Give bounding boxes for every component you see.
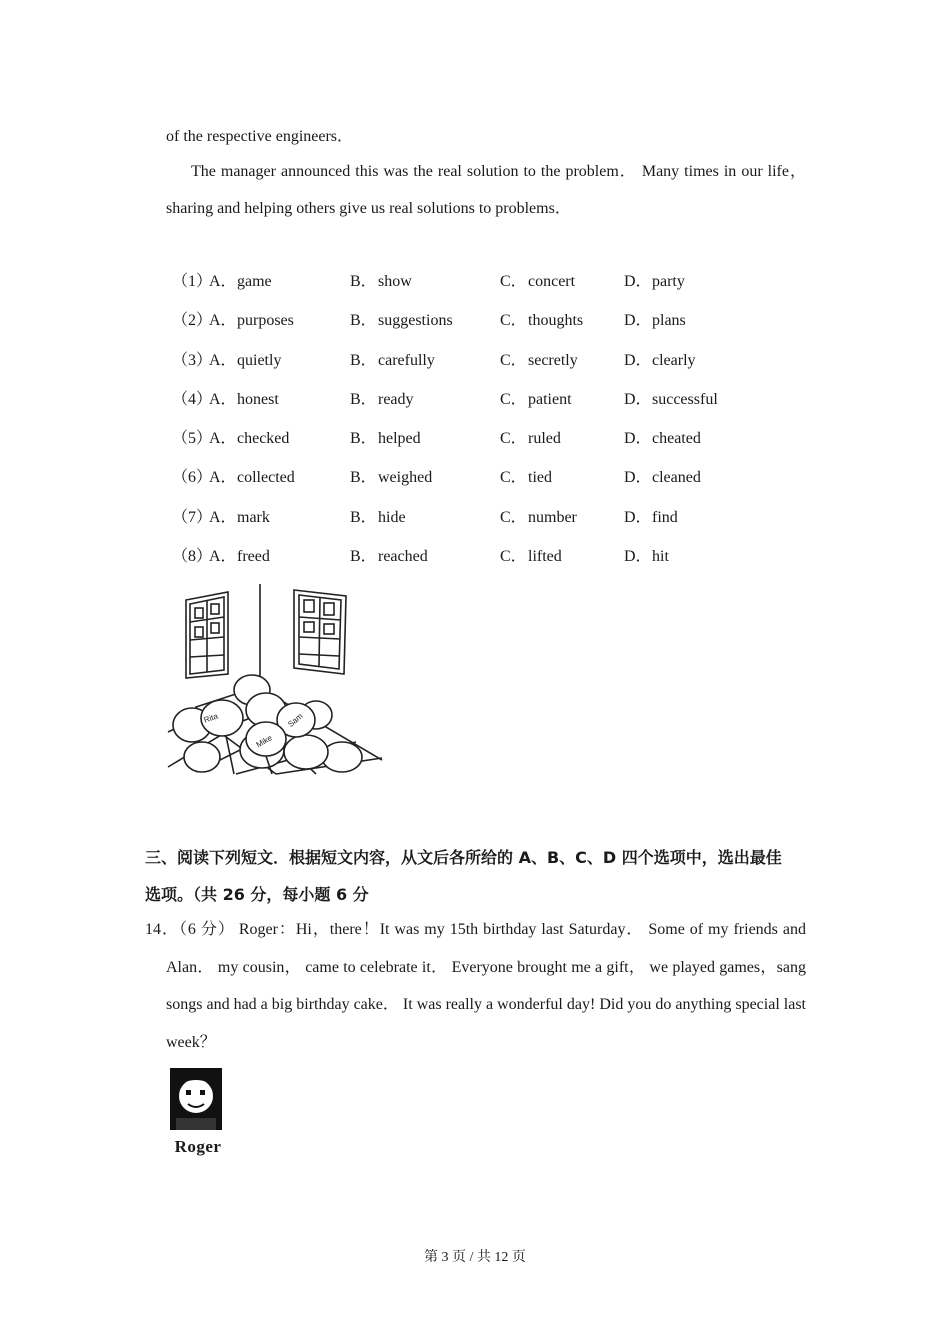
- option-letter: C．: [500, 273, 527, 290]
- option-text: ruled: [528, 430, 561, 448]
- option-text: collected: [237, 469, 295, 487]
- option-text: carefully: [378, 351, 435, 369]
- option-letter: C．: [500, 548, 527, 566]
- option-choice: [500, 464, 552, 487]
- option-letter: B．: [350, 548, 377, 566]
- option-choice: [209, 504, 270, 527]
- option-letter: D．: [624, 469, 652, 487]
- section-3-heading-line2: 选项。（共 26 分，每小题 6 分: [145, 885, 369, 904]
- option-choice: [624, 347, 696, 370]
- option-letter: B．: [350, 351, 377, 369]
- option-text: thoughts: [528, 312, 584, 330]
- option-letter: C．: [500, 390, 527, 408]
- option-choice: [624, 464, 701, 487]
- option-text: cleaned: [652, 469, 701, 487]
- option-choice: [209, 425, 289, 448]
- option-choice: [500, 425, 561, 448]
- option-letter: A．: [209, 548, 237, 566]
- option-choice: [209, 347, 281, 370]
- option-letter: C．: [500, 508, 527, 526]
- option-choice: [350, 464, 432, 487]
- option-choice: [350, 386, 414, 409]
- avatar-caption: Roger: [174, 1137, 222, 1156]
- option-letter: A．: [209, 508, 237, 526]
- option-text: show: [378, 273, 412, 290]
- page-footer: 第 3 页 / 共 12 页: [424, 1250, 526, 1265]
- option-letter: C．: [500, 430, 527, 448]
- option-number: （1）: [172, 273, 213, 290]
- option-text: hide: [378, 508, 406, 526]
- option-text: plans: [652, 312, 686, 330]
- option-number: （8）: [172, 548, 213, 566]
- option-choice: [624, 268, 685, 291]
- balloon-label-sam: Sam: [286, 711, 305, 729]
- option-text: ready: [378, 390, 414, 408]
- option-text: party: [652, 273, 685, 290]
- option-text: quietly: [237, 351, 282, 369]
- option-choice: [209, 386, 279, 409]
- option-text: mark: [237, 508, 270, 526]
- option-text: honest: [237, 390, 279, 408]
- option-text: tied: [528, 469, 552, 487]
- option-letter: C．: [500, 351, 527, 369]
- option-number: （6）: [172, 469, 213, 487]
- option-letter: A．: [209, 430, 237, 448]
- avatar-face: [178, 1078, 214, 1114]
- passage-continuation: of the respective engineers．: [166, 128, 354, 145]
- option-text: hit: [652, 548, 669, 566]
- option-text: concert: [528, 273, 576, 290]
- option-text: suggestions: [378, 312, 453, 330]
- option-text: patient: [528, 390, 572, 408]
- option-choice: [500, 504, 577, 527]
- option-choice: [624, 425, 701, 448]
- option-letter: D．: [624, 430, 652, 448]
- option-number: （4）: [172, 390, 213, 408]
- right-window: [294, 590, 346, 674]
- option-choice: [209, 543, 270, 566]
- option-letter: D．: [624, 351, 652, 369]
- balloon-room-illustration: [166, 582, 388, 778]
- option-choice: [500, 307, 583, 330]
- option-number: （2）: [172, 312, 213, 330]
- option-choice: [624, 504, 678, 527]
- option-choice: [209, 464, 295, 487]
- balloon-label-mike: Mike: [254, 733, 274, 750]
- passage-closing-paragraph: The manager announced this was the real solution to the problem． Many times in our life，sharing and helping others give us real solutions to problems．: [166, 163, 806, 217]
- option-letter: B．: [350, 312, 377, 330]
- option-text: game: [237, 273, 272, 290]
- option-text: checked: [237, 430, 290, 448]
- option-choice: [624, 386, 718, 409]
- option-text: weighed: [378, 469, 433, 487]
- option-number: （3）: [172, 351, 213, 369]
- option-text: reached: [378, 548, 428, 566]
- option-number: （7）: [172, 508, 213, 526]
- option-choice: [350, 307, 453, 330]
- option-choice: [350, 543, 428, 566]
- balloon-pile: [173, 675, 362, 772]
- option-choice: [350, 425, 421, 448]
- option-choice: [350, 504, 406, 527]
- option-letter: D．: [624, 390, 652, 408]
- option-text: find: [652, 508, 678, 526]
- option-letter: B．: [350, 430, 377, 448]
- option-choice: [350, 268, 412, 291]
- question-text: Roger：Hi，there！It was my 15th birthday last Saturday． Some of my friends and Alan． my cousin， came to celebrate it． Everyone brought me a gift， we played games，sang songs and had a big birthday cake． It was really a wonderful day! Did you do anything special last week？: [166, 921, 806, 1051]
- option-choice: [209, 268, 272, 291]
- option-choice: [500, 268, 575, 291]
- option-text: cheated: [652, 430, 701, 448]
- question-14: [145, 911, 806, 1061]
- option-letter: D．: [624, 508, 652, 526]
- option-text: successful: [652, 390, 718, 408]
- option-letter: B．: [350, 508, 377, 526]
- roger-avatar: [168, 1066, 224, 1132]
- option-choice: [624, 543, 669, 566]
- option-letter: C．: [500, 469, 527, 487]
- option-letter: D．: [624, 273, 652, 290]
- option-text: number: [528, 508, 577, 526]
- option-letter: B．: [350, 469, 377, 487]
- option-letter: B．: [350, 273, 377, 290]
- option-letter: A．: [209, 469, 237, 487]
- option-letter: A．: [209, 273, 237, 290]
- question-number: 14．: [145, 921, 179, 938]
- option-choice: [500, 347, 578, 370]
- option-letter: A．: [209, 351, 237, 369]
- option-letter: B．: [350, 390, 377, 408]
- question-score: （6 分）: [178, 921, 235, 938]
- option-choice: [500, 543, 562, 566]
- option-text: helped: [378, 430, 421, 448]
- option-letter: D．: [624, 548, 652, 566]
- option-letter: A．: [209, 390, 237, 408]
- option-choice: [350, 347, 435, 370]
- option-choice: [624, 307, 686, 330]
- option-text: lifted: [528, 548, 562, 566]
- option-letter: A．: [209, 312, 237, 330]
- option-number: （5）: [172, 430, 213, 448]
- option-text: clearly: [652, 351, 696, 369]
- option-letter: D．: [624, 312, 652, 330]
- option-choice: [500, 386, 572, 409]
- option-text: freed: [237, 548, 270, 566]
- option-text: purposes: [237, 312, 294, 330]
- balloon-label-rita: Rita: [202, 711, 220, 725]
- option-choice: [209, 307, 294, 330]
- option-text: secretly: [528, 351, 578, 369]
- section-3-heading-line1: 三、阅读下列短文．根据短文内容，从文后各所给的 A、B、C、D 四个选项中，选出最佳: [145, 848, 782, 867]
- option-letter: C．: [500, 312, 527, 330]
- left-window: [186, 592, 228, 678]
